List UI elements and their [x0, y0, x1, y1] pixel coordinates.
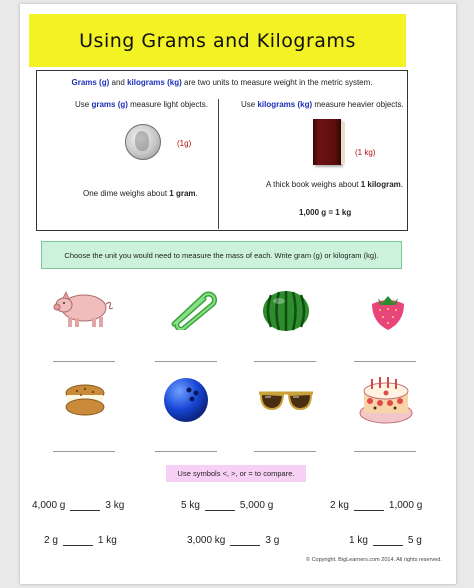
compare-instruction: Use symbols <, >, or = to compare. — [166, 465, 306, 482]
grams-rule-suffix: measure light objects. — [127, 100, 208, 109]
book-caption-end: . — [400, 180, 403, 189]
answer-line-sunglasses[interactable] — [254, 451, 316, 452]
comparison-4-right: 1 kg — [97, 535, 117, 546]
book-caption — [266, 180, 403, 189]
comparison-6-left: 1 kg — [349, 535, 368, 546]
cake-icon — [358, 373, 414, 425]
strawberry-icon — [368, 290, 408, 332]
grams-rule-prefix: Use — [75, 100, 92, 109]
answer-line-pig[interactable] — [53, 361, 115, 362]
comparison-1 — [32, 500, 124, 511]
column-divider — [218, 99, 219, 229]
intro-rest: are two units to measure weight in the metric system. — [181, 78, 373, 87]
comparison-6-blank[interactable] — [373, 535, 403, 546]
kg-rule-prefix: Use — [241, 100, 258, 109]
comparison-3-right: 1,000 g — [388, 500, 423, 511]
watermelon-icon — [261, 289, 311, 333]
book-caption-bold: 1 kilogram — [360, 180, 401, 189]
grams-rule-unit: grams (g) — [91, 100, 128, 109]
page-title: Using Grams and Kilograms — [79, 29, 356, 52]
intro-and: and — [109, 78, 128, 87]
copyright-notice: © Copyright. BigLearners.com 2014. All rights reserved. — [306, 557, 442, 563]
grams-term: Grams (g) — [71, 78, 110, 87]
cookie-icon — [63, 383, 107, 419]
kilograms-rule — [241, 100, 404, 109]
comparison-6 — [349, 535, 422, 546]
comparison-2 — [181, 500, 273, 511]
comparison-3 — [330, 500, 422, 511]
intro-text — [37, 78, 407, 87]
comparison-2-blank[interactable] — [205, 500, 235, 511]
book-icon — [313, 119, 341, 165]
answer-line-cookie[interactable] — [53, 451, 115, 452]
answer-line-watermelon[interactable] — [254, 361, 316, 362]
kilograms-term: kilograms (kg) — [127, 78, 182, 87]
dime-caption-end: . — [195, 189, 198, 198]
sunglasses-icon — [257, 387, 315, 413]
comparison-4 — [44, 535, 117, 546]
conversion-fact: 1,000 g = 1 kg — [299, 208, 352, 217]
comparison-3-blank[interactable] — [354, 500, 384, 511]
comparison-5 — [187, 535, 279, 546]
comparison-1-blank[interactable] — [70, 500, 100, 511]
dime-caption-prefix: One dime weighs about — [83, 189, 170, 198]
dime-caption — [83, 189, 198, 198]
grams-rule — [75, 100, 208, 109]
answer-line-cake[interactable] — [354, 451, 416, 452]
dime-icon — [125, 124, 161, 160]
bowling-ball-icon — [163, 377, 209, 423]
info-box — [36, 70, 408, 231]
book-weight-tag: (1 kg) — [355, 148, 376, 157]
pig-icon — [52, 286, 116, 330]
comparison-5-blank[interactable] — [230, 535, 260, 546]
dime-weight-tag: (1g) — [177, 139, 192, 148]
comparison-2-left: 5 kg — [181, 500, 200, 511]
comparison-3-left: 2 kg — [330, 500, 349, 511]
comparison-1-left: 4,000 g — [32, 500, 66, 511]
answer-line-paperclip[interactable] — [155, 361, 217, 362]
dime-caption-bold: 1 gram — [169, 189, 196, 198]
comparison-6-right: 5 g — [407, 535, 422, 546]
kg-rule-suffix: measure heavier objects. — [312, 100, 404, 109]
comparison-5-right: 3 g — [265, 535, 280, 546]
unit-instruction: Choose the unit you would need to measure the mass of each. Write gram (g) or kilogram (kg). — [41, 241, 402, 269]
comparison-4-blank[interactable] — [63, 535, 93, 546]
answer-line-bowling-ball[interactable] — [155, 451, 217, 452]
comparison-2-right: 5,000 g — [239, 500, 274, 511]
comparison-5-left: 3,000 kg — [187, 535, 226, 546]
paperclip-icon — [166, 290, 218, 330]
comparison-1-right: 3 kg — [105, 500, 125, 511]
answer-line-strawberry[interactable] — [354, 361, 416, 362]
kg-rule-unit: kilograms (kg) — [257, 100, 313, 109]
book-caption-prefix: A thick book weighs about — [266, 180, 361, 189]
title-banner — [29, 14, 406, 67]
comparison-4-left: 2 g — [44, 535, 58, 546]
